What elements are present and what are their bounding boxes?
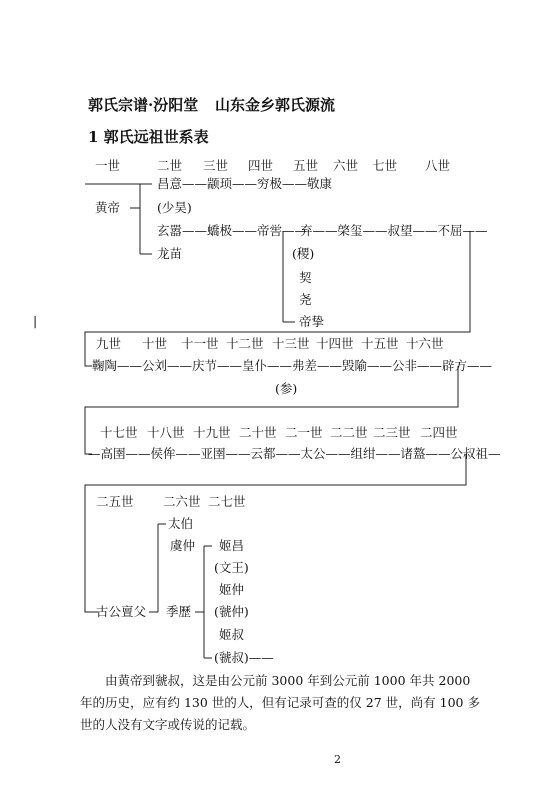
ancestor-name: 虞仲 bbox=[170, 538, 196, 553]
lineage-line: —高圉——侯侔——亚圉——云都——太公——组绀——诸盩——公叔祖— bbox=[88, 446, 501, 461]
document-header-title: 郭氏宗谱·汾阳堂 bbox=[88, 96, 199, 114]
generation-label: 八世 bbox=[425, 158, 451, 173]
generation-label: 二六世 bbox=[163, 494, 201, 509]
generation-label: 十一世 bbox=[181, 336, 219, 351]
generation-label: 十二世 bbox=[226, 336, 264, 351]
ancestor-root: 黄帝 bbox=[95, 200, 121, 215]
generation-label: 五世 bbox=[293, 158, 319, 173]
ancestor-name: 太伯 bbox=[168, 516, 194, 531]
lineage-note: (文王) bbox=[214, 560, 249, 575]
ancestor-name: 帝挚 bbox=[299, 314, 325, 329]
ancestor-name: 姬叔 bbox=[219, 627, 245, 642]
ancestor-name: 姬昌 bbox=[219, 538, 245, 553]
lineage-note: (虢叔)—— bbox=[214, 650, 274, 665]
lineage-note: (参) bbox=[275, 381, 298, 396]
lineage-line: 玄嚣——蟜极——帝喾—— bbox=[157, 223, 308, 238]
generation-label: 一世 bbox=[95, 158, 121, 173]
generation-label: 九世 bbox=[96, 336, 122, 351]
generation-label: 二世 bbox=[157, 158, 183, 173]
lineage-note: (少昊) bbox=[157, 200, 192, 215]
generation-label: 十八世 bbox=[147, 425, 185, 440]
ancestor-name: 尧 bbox=[299, 292, 312, 307]
generation-label: 十四世 bbox=[316, 336, 354, 351]
generation-label: 十九世 bbox=[193, 425, 231, 440]
generation-label: 二四世 bbox=[420, 425, 458, 440]
ancestor-name: 姬仲 bbox=[219, 582, 245, 597]
body-paragraph: 由黄帝到虢叔，这是由公元前 3000 年到公元前 1000 年共 2000 年的历史，应有约 130 世的人，但有记录可查的仅 27 世，尚有 100 多世的人没有文字或传说的记载。 bbox=[80, 673, 480, 732]
page-number: 2 bbox=[334, 753, 341, 766]
ancestor-name: 契 bbox=[299, 270, 312, 285]
generation-label: 十七世 bbox=[100, 425, 138, 440]
section-title: 1 郭氏远祖世系表 bbox=[88, 128, 209, 146]
generation-label: 二二世 bbox=[330, 425, 368, 440]
generation-label: 三世 bbox=[203, 158, 229, 173]
generation-label: 六世 bbox=[333, 158, 359, 173]
lineage-note: (虢仲) bbox=[214, 604, 249, 619]
generation-label: 十世 bbox=[142, 336, 168, 351]
lineage-line: 鞠陶——公刘——庆节——皇仆——弗差——毁隃——公非——辟方—— bbox=[92, 358, 493, 373]
lineage-line: 昌意——颛顼——穷极——敬康 bbox=[157, 176, 333, 191]
lineage-line: 弃——棨玺——叔望——不屈—— bbox=[300, 223, 488, 238]
generation-label: 四世 bbox=[248, 158, 274, 173]
generation-label: 十六世 bbox=[406, 336, 444, 351]
generation-label: 二一世 bbox=[285, 425, 323, 440]
margin-mark: | bbox=[33, 313, 38, 328]
lineage-note: (稷) bbox=[292, 246, 315, 261]
ancestor-name: 古公亶父 bbox=[96, 604, 147, 619]
ancestor-name: 龙苗 bbox=[157, 246, 183, 261]
generation-label: 二五世 bbox=[96, 494, 134, 509]
document-header-subtitle: 山东金乡郭氏源流 bbox=[215, 96, 336, 114]
generation-label: 十五世 bbox=[361, 336, 399, 351]
generation-label: 十三世 bbox=[272, 336, 310, 351]
generation-label: 二七世 bbox=[208, 494, 246, 509]
generation-label: 七世 bbox=[372, 158, 398, 173]
generation-label: 二三世 bbox=[373, 425, 411, 440]
ancestor-name: 季歷 bbox=[166, 604, 192, 619]
generation-label: 二十世 bbox=[239, 425, 277, 440]
